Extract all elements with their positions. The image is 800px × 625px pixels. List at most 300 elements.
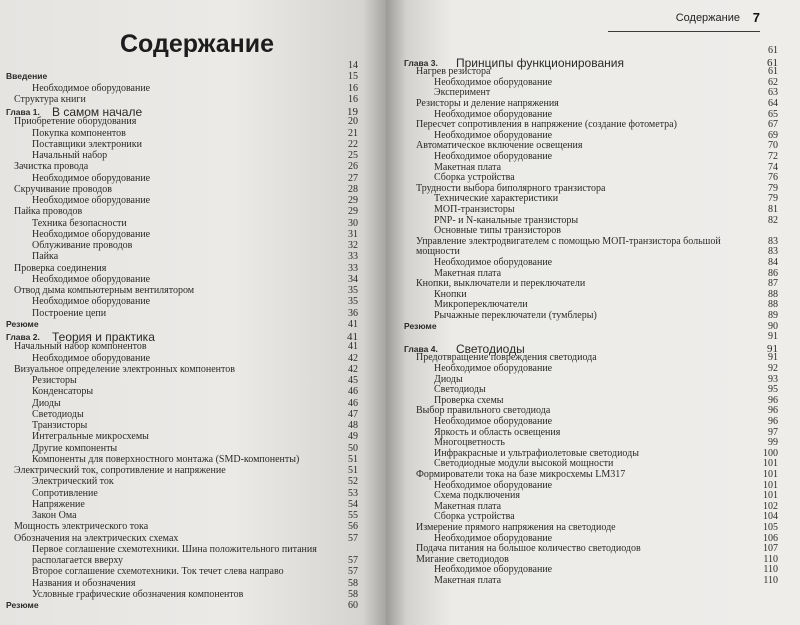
- toc-entry: [6, 173, 358, 184]
- toc-entry: [6, 398, 358, 409]
- toc-entry: [6, 465, 358, 476]
- page-ref: 42: [348, 352, 358, 364]
- entry-title: Необходимое оборудование: [32, 195, 151, 206]
- page-ref: 41: [348, 341, 358, 353]
- entry-title: Подача питания на большое количество светодиодов: [416, 543, 641, 555]
- entry-title: Мощность электрического тока: [14, 521, 149, 533]
- entry-title: Выбор правильного светодиода: [416, 405, 551, 417]
- entry-title: Кнопки, выключатели и переключатели: [416, 278, 586, 290]
- entry-title: Сопротивление: [32, 487, 98, 499]
- page-ref: 92: [768, 363, 778, 374]
- entry-title: Формирователи тока на базе микросхемы LM317: [416, 469, 626, 480]
- page-ref: 76: [768, 172, 778, 184]
- page-ref: 61: [767, 56, 778, 69]
- entry-title: Управление электродвигателем с помощью МОП-транзистора большой: [416, 235, 721, 247]
- entry-title: Макетная плата: [434, 161, 502, 173]
- entry-title: располагается вверху: [32, 555, 123, 566]
- page-ref: 29: [348, 195, 358, 206]
- page-ref: 105: [763, 522, 778, 533]
- toc-entry: [404, 109, 778, 120]
- page-ref: 58: [348, 577, 358, 589]
- page-ref: 69: [768, 129, 778, 141]
- chapter-label: Глава 4.: [404, 343, 438, 354]
- page-ref: 28: [348, 183, 358, 195]
- entry-title: Необходимое оборудование: [434, 363, 553, 374]
- page-ref: 101: [763, 469, 778, 480]
- toc-entry: [404, 45, 778, 56]
- entry-title: Скручивание проводов: [14, 183, 112, 195]
- entry-title: Отвод дыма компьютерным вентилятором: [14, 285, 195, 296]
- toc-entry: [6, 161, 358, 172]
- entry-title: Интегральные микросхемы: [32, 431, 149, 443]
- toc-entry: [6, 128, 358, 139]
- entry-title: Макетная плата: [434, 267, 502, 279]
- entry-title: Транзисторы: [32, 420, 88, 431]
- toc-entry: [6, 443, 358, 454]
- entry-title: Пайка: [32, 251, 59, 263]
- page-ref: 56: [348, 521, 358, 533]
- page-ref: 20: [348, 116, 358, 128]
- entry-title: Технические характеристики: [434, 193, 559, 205]
- page-ref: 16: [348, 93, 358, 105]
- entry-title: Второе соглашение схемотехники. Ток течет слева направо: [32, 566, 284, 578]
- page-ref: 90: [768, 320, 778, 332]
- toc-entry: [6, 555, 358, 566]
- entry-title: Резюме: [6, 318, 39, 329]
- page-ref: 21: [348, 127, 358, 139]
- page-ref: 96: [768, 394, 778, 406]
- page-ref: 16: [348, 82, 358, 94]
- toc-entry: [404, 151, 778, 162]
- page-ref: 79: [768, 182, 778, 194]
- toc-entry: [404, 193, 778, 204]
- entry-title: Необходимое оборудование: [434, 151, 553, 162]
- toc-entry: [6, 578, 358, 589]
- entry-title: Необходимое оборудование: [434, 532, 553, 544]
- page-ref: 34: [348, 273, 358, 285]
- entry-title: Светодиодные модули высокой мощности: [434, 458, 614, 470]
- entry-title: Построение цепи: [32, 307, 107, 319]
- page-number: 7: [752, 10, 760, 25]
- page-ref: 51: [348, 465, 358, 476]
- entry-title: Светодиоды: [456, 341, 525, 356]
- chapter-label: Глава 3.: [404, 57, 438, 68]
- toc-entry: [6, 319, 358, 330]
- chapter-label: Глава 1.: [6, 107, 40, 117]
- entry-title: Резюме: [6, 600, 39, 610]
- entry-title: Сборка устройства: [434, 172, 515, 184]
- toc-entry: [404, 363, 778, 374]
- toc-entry: [404, 543, 778, 554]
- toc-entry: [404, 374, 778, 385]
- entry-title: Макетная плата: [434, 575, 502, 586]
- entry-title: Светодиоды: [32, 408, 84, 420]
- toc-entry: [404, 310, 778, 321]
- page-ref: 107: [763, 543, 778, 555]
- toc-entry: [404, 87, 778, 98]
- running-header-title: Содержание: [675, 12, 740, 24]
- page-ref: 47: [348, 408, 358, 420]
- entry-title: Кнопки: [434, 288, 467, 300]
- toc-entry: [404, 469, 778, 480]
- toc-entry: [6, 420, 358, 431]
- entry-title: Напряжение: [32, 498, 85, 510]
- page-ref: 91: [768, 331, 778, 343]
- entry-title: Конденсаторы: [32, 386, 94, 398]
- toc-entry: [6, 499, 358, 510]
- toc-entry: [6, 589, 358, 600]
- entry-title: Основные типы транзисторов: [434, 225, 562, 237]
- toc-entry: [404, 501, 778, 512]
- page-ref: 52: [348, 476, 358, 488]
- toc-entry: [404, 427, 778, 438]
- entry-title: Условные графические обозначения компонентов: [32, 588, 244, 600]
- toc-entry: [6, 386, 358, 397]
- toc-entry: [6, 409, 358, 420]
- entry-title: Необходимое оборудование: [434, 257, 553, 268]
- toc-entry: [6, 600, 358, 611]
- entry-title: Мигание светодиодов: [416, 553, 509, 565]
- entry-title: Микропереключатели: [434, 299, 528, 311]
- page-ref: 99: [768, 437, 778, 449]
- toc-entry: [6, 308, 358, 319]
- page-ref: 57: [348, 532, 358, 544]
- entry-title: Зачистка провода: [14, 161, 89, 173]
- page-ref: 33: [348, 262, 358, 274]
- page-ref: 96: [768, 416, 778, 427]
- page-ref: 26: [348, 161, 358, 173]
- toc-entry: [404, 204, 778, 215]
- entry-title: Резюме: [404, 320, 437, 331]
- entry-title: Трудности выбора биполярного транзистора: [416, 182, 606, 194]
- entry-title: Сборка устройства: [434, 511, 515, 523]
- page-ref: 54: [348, 498, 358, 510]
- page-ref: 31: [348, 228, 358, 240]
- page-ref: 87: [768, 278, 778, 290]
- page-ref: 82: [768, 214, 778, 226]
- toc-entry: [404, 140, 778, 151]
- right-page: [386, 0, 800, 625]
- entry-title: Рычажные переключатели (тумблеры): [434, 310, 597, 321]
- entry-title: мощности: [416, 246, 460, 258]
- toc-entry: [6, 521, 358, 532]
- toc-entry: [6, 94, 358, 105]
- toc-entry: [404, 77, 778, 88]
- page-ref: 93: [768, 373, 778, 385]
- toc-entry: [404, 575, 778, 586]
- page-ref: 55: [348, 510, 358, 521]
- entry-title: Макетная плата: [434, 500, 502, 512]
- page-ref: 63: [768, 87, 778, 99]
- page-ref: 96: [768, 405, 778, 417]
- entry-title: Начальный набор: [32, 150, 108, 161]
- toc-entry: [6, 139, 358, 150]
- page-ref: 91: [768, 352, 778, 364]
- toc-entry: [6, 566, 358, 577]
- toc-left: [0, 0, 386, 625]
- entry-title: Необходимое оборудование: [434, 76, 553, 88]
- page-ref: 19: [347, 106, 358, 118]
- toc-entry: [6, 488, 358, 499]
- entry-title: Яркость и область освещения: [434, 426, 561, 438]
- chapter-label: Глава 2.: [6, 332, 40, 342]
- page-ref: 62: [768, 76, 778, 88]
- page-ref: 91: [767, 342, 778, 355]
- toc-entry: [6, 263, 358, 274]
- page-ref: 102: [763, 500, 778, 512]
- entry-title: Необходимое оборудование: [434, 108, 553, 120]
- entry-title: Теория и практика: [52, 330, 155, 344]
- page-ref: 48: [348, 420, 358, 431]
- entry-title: В самом начале: [52, 105, 143, 119]
- page-ref: 29: [348, 206, 358, 218]
- entry-title: Компоненты для поверхностного монтажа (SMD-компоненты): [32, 453, 300, 465]
- page-ref: 61: [768, 45, 778, 56]
- entry-title: Введение: [6, 71, 48, 82]
- page-ref: 25: [348, 150, 358, 161]
- entry-title: Электрический ток: [32, 476, 114, 488]
- page-ref: 49: [348, 431, 358, 443]
- page-ref: 35: [348, 285, 358, 296]
- page-ref: 57: [348, 566, 358, 578]
- entry-title: Облуживание проводов: [32, 240, 133, 251]
- entry-title: PNP- и N-канальные транзисторы: [434, 214, 579, 226]
- page-ref: 60: [348, 600, 358, 611]
- toc-entry: [404, 257, 778, 268]
- toc-entry: [6, 71, 358, 82]
- toc-entry: [404, 268, 778, 279]
- page-ref: 81: [768, 204, 778, 215]
- toc-entry: [6, 229, 358, 240]
- toc-entry: [6, 353, 358, 364]
- toc-entry: [404, 278, 778, 289]
- page-ref: 67: [768, 119, 778, 131]
- toc-entry: [6, 296, 358, 307]
- toc-entry: [6, 218, 358, 229]
- toc-entry: [404, 236, 778, 247]
- toc-entry: [404, 490, 778, 501]
- entry-title: Эксперимент: [434, 87, 491, 99]
- toc-entry: [6, 364, 358, 375]
- page-ref: 53: [348, 487, 358, 499]
- entry-title: Необходимое оборудование: [32, 228, 151, 240]
- toc-right: [386, 0, 800, 625]
- entry-title: Необходимое оборудование: [434, 479, 553, 491]
- page-title: Содержание: [120, 30, 275, 58]
- toc-entry: [6, 116, 358, 127]
- toc-entry: [6, 83, 358, 94]
- page-ref: 61: [768, 66, 778, 78]
- page-ref: 95: [768, 384, 778, 396]
- toc-entry: [6, 285, 358, 296]
- entry-title: Покупка компонентов: [32, 127, 126, 139]
- toc-entry: [6, 206, 358, 217]
- toc-entry: [404, 321, 778, 332]
- entry-title: Другие компоненты: [32, 442, 118, 454]
- entry-title: Автоматическое включение освещения: [416, 140, 583, 152]
- toc-entry: [404, 564, 778, 575]
- toc-entry: [404, 246, 778, 257]
- toc-entry: [6, 150, 358, 161]
- toc-entry: [6, 251, 358, 262]
- entry-title: Пересчет сопротивления в напряжение (создание фотометра): [416, 119, 677, 131]
- entry-title: Диоды: [434, 373, 463, 385]
- page-ref: 89: [768, 310, 778, 321]
- left-page: [0, 0, 386, 625]
- toc-entry: [404, 405, 778, 416]
- page-ref: 41: [347, 331, 358, 343]
- page-ref: 72: [768, 151, 778, 162]
- toc-entry: [404, 66, 778, 77]
- page-ref: 110: [763, 564, 778, 576]
- toc-entry: [404, 522, 778, 533]
- entry-title: Измерение прямого напряжения на светодиоде: [416, 522, 616, 533]
- toc-entry: [404, 130, 778, 141]
- toc-entry: [404, 225, 778, 236]
- entry-title: Необходимое оборудование: [32, 172, 151, 184]
- entry-title: Инфракрасные и ультрафиолетовые светодиоды: [434, 447, 639, 459]
- page-ref: 104: [763, 511, 778, 523]
- entry-title: Обозначения на электрических схемах: [14, 532, 179, 544]
- page-ref: 30: [348, 217, 358, 229]
- toc-entry: [404, 533, 778, 544]
- toc-entry: [6, 510, 358, 521]
- entry-title: Резисторы и деление напряжения: [416, 98, 559, 109]
- page-ref: 79: [768, 193, 778, 205]
- page-ref: 101: [763, 479, 778, 491]
- toc-entry: [6, 195, 358, 206]
- page-ref: 42: [348, 363, 358, 375]
- entry-title: Структура книги: [14, 93, 86, 105]
- entry-title: Названия и обозначения: [32, 577, 136, 589]
- entry-title: Нагрев резистора: [416, 66, 491, 78]
- entry-title: Проверка соединения: [14, 262, 107, 274]
- toc-entry: [404, 437, 778, 448]
- page-ref: 50: [348, 442, 358, 454]
- page-ref: 106: [763, 532, 778, 544]
- entry-title: Необходимое оборудование: [32, 82, 151, 94]
- page-ref: 100: [763, 447, 778, 459]
- entry-title: Многоцветность: [434, 437, 505, 449]
- entry-title: Необходимое оборудование: [32, 296, 151, 308]
- toc-entry: [404, 554, 778, 565]
- toc-entry: [404, 289, 778, 300]
- page-ref: 110: [763, 553, 778, 565]
- page-ref: 74: [768, 161, 778, 173]
- toc-entry: [6, 375, 358, 386]
- page-ref: 46: [348, 386, 358, 398]
- toc-entry: [6, 60, 358, 71]
- entry-title: Проверка схемы: [434, 394, 504, 406]
- page-ref: 88: [768, 288, 778, 300]
- toc-entry: [6, 454, 358, 465]
- page-ref: 15: [348, 71, 358, 83]
- entry-title: Необходимое оборудование: [32, 273, 151, 285]
- entry-title: МОП-транзисторы: [434, 204, 515, 215]
- toc-entry: [6, 240, 358, 251]
- page-ref: 83: [768, 235, 778, 247]
- entry-title: Резисторы: [32, 375, 77, 386]
- page-ref: 36: [348, 307, 358, 319]
- entry-title: Диоды: [32, 397, 61, 409]
- toc-entry: [404, 448, 778, 459]
- toc-entry: [6, 431, 358, 442]
- entry-title: Пайка проводов: [14, 206, 83, 218]
- page-ref: 101: [763, 490, 778, 502]
- toc-entry: [404, 331, 778, 342]
- entry-title: Первое соглашение схемотехники. Шина положительного питания: [32, 543, 317, 555]
- page-ref: 57: [348, 555, 358, 566]
- toc-entry: [6, 341, 358, 352]
- page-ref: 58: [348, 588, 358, 600]
- entry-title: Необходимое оборудование: [434, 564, 553, 576]
- page-ref: 64: [768, 98, 778, 109]
- toc-entry: [404, 299, 778, 310]
- page-ref: 51: [348, 453, 358, 465]
- entry-title: Светодиоды: [434, 384, 486, 396]
- entry-title: Схема подключения: [434, 490, 520, 502]
- toc-entry: [404, 183, 778, 194]
- page-ref: 45: [348, 375, 358, 386]
- entry-title: Необходимое оборудование: [434, 416, 553, 427]
- page-ref: 83: [768, 246, 778, 258]
- toc-entry: [6, 476, 358, 487]
- toc-entry: [6, 544, 358, 555]
- page-ref: 88: [768, 299, 778, 311]
- page-ref: 14: [348, 60, 358, 71]
- toc-entry: [404, 384, 778, 395]
- toc-entry: [404, 458, 778, 469]
- entry-title: Предотвращение повреждения светодиода: [416, 352, 597, 364]
- page-ref: 41: [348, 318, 358, 330]
- toc-entry: [404, 511, 778, 522]
- page-ref: 84: [768, 257, 778, 268]
- toc-entry: [404, 162, 778, 173]
- page-ref: 32: [348, 240, 358, 251]
- toc-entry: [404, 119, 778, 130]
- page-ref: 27: [348, 172, 358, 184]
- entry-title: Необходимое оборудование: [434, 129, 553, 141]
- entry-title: Закон Ома: [32, 510, 77, 521]
- toc-entry: [404, 352, 778, 363]
- toc-entry: [404, 172, 778, 183]
- toc-entry: [6, 274, 358, 285]
- entry-title: Электрический ток, сопротивление и напряжение: [14, 465, 226, 476]
- entry-title: Поставщики электроники: [32, 138, 142, 150]
- toc-entry: [404, 98, 778, 109]
- toc-entry: [404, 416, 778, 427]
- toc-entry: [404, 480, 778, 491]
- entry-title: Приобретение оборудования: [14, 116, 137, 128]
- page-ref: 86: [768, 267, 778, 279]
- page-ref: 22: [348, 138, 358, 150]
- page-ref: 101: [763, 458, 778, 470]
- toc-entry: [404, 395, 778, 406]
- page-ref: 70: [768, 140, 778, 152]
- page-ref: 33: [348, 251, 358, 263]
- toc-entry: [6, 184, 358, 195]
- page-ref: 46: [348, 397, 358, 409]
- entry-title: Техника безопасности: [32, 217, 127, 229]
- toc-entry: [6, 533, 358, 544]
- entry-title: Визуальное определение электронных компонентов: [14, 363, 235, 375]
- entry-title: Принципы функционирования: [456, 55, 624, 70]
- page-ref: 65: [768, 108, 778, 120]
- entry-title: Начальный набор компонентов: [14, 341, 147, 353]
- entry-title: Необходимое оборудование: [32, 352, 151, 364]
- page-ref: 110: [763, 575, 778, 586]
- page-ref: 35: [348, 296, 358, 308]
